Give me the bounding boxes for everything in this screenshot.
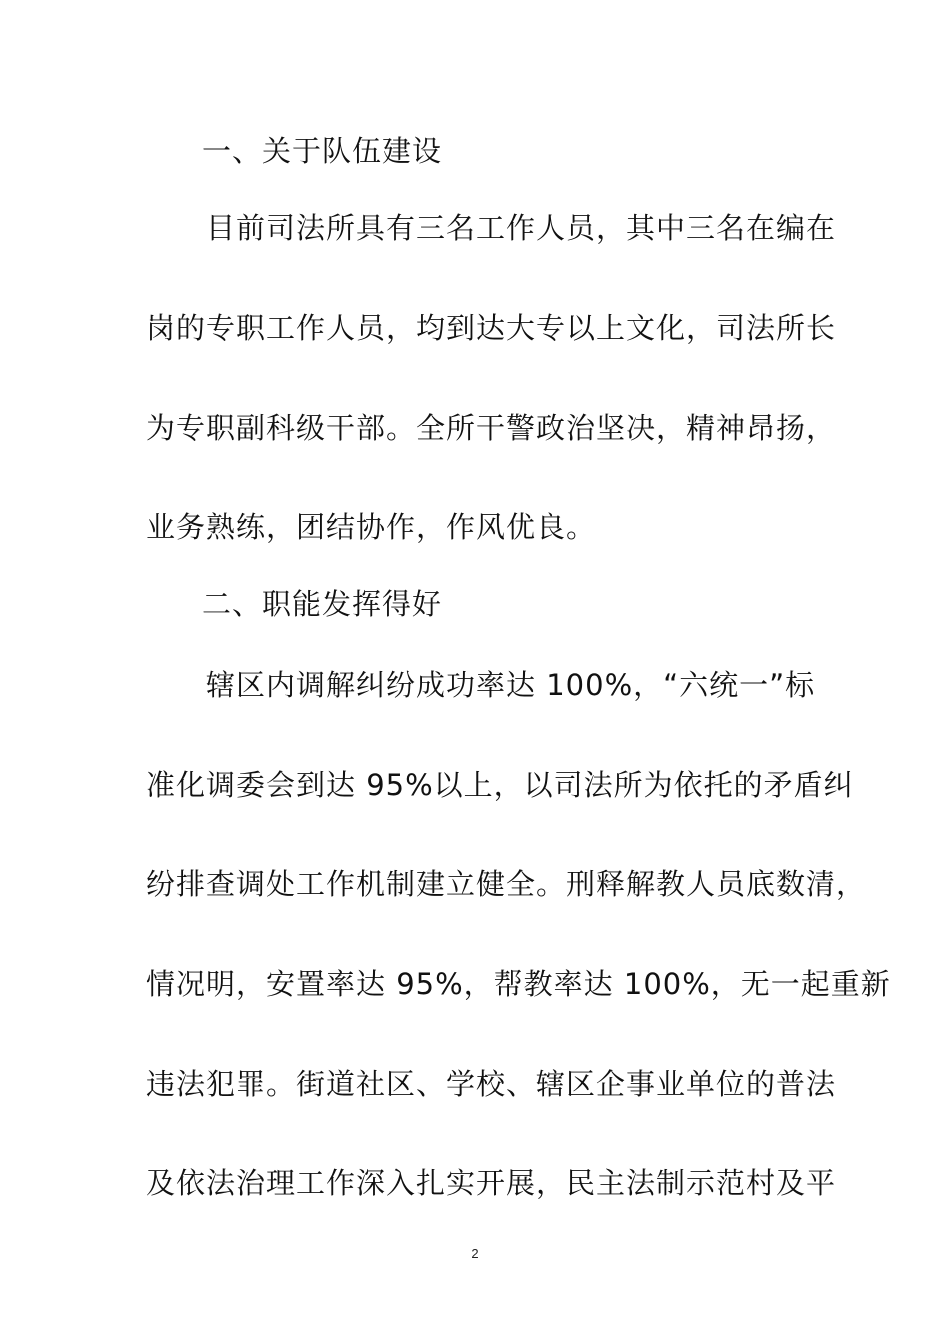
paragraph-line: 岗的专职工作人员，均到达大专以上文化，司法所长 [146,311,837,345]
paragraph-line: 目前司法所具有三名工作人员，其中三名在编在 [206,211,837,245]
paragraph-line: 违法犯罪。街道社区、学校、辖区企事业单位的普法 [146,1067,837,1101]
paragraph-line: 纷排查调处工作机制建立健全。刑释解教人员底数清， [146,867,867,901]
paragraph-line: 业务熟练，团结协作，作风优良。 [146,510,597,544]
paragraph-line: 为专职副科级干部。全所干警政治坚决，精神昂扬， [146,411,837,445]
page-number: 2 [471,1246,479,1261]
paragraph-line: 准化调委会到达 95%以上，以司法所为依托的矛盾纠 [146,768,854,802]
paragraph-line: 及依法治理工作深入扎实开展，民主法制示范村及平 [146,1166,837,1200]
section-heading-team-building: 一、关于队伍建设 [202,134,443,168]
paragraph-line: 情况明，安置率达 95%，帮教率达 100%，无一起重新 [146,967,891,1001]
section-heading-functions: 二、职能发挥得好 [202,587,443,621]
paragraph-line: 辖区内调解纠纷成功率达 100%，“六统一”标 [206,668,816,702]
